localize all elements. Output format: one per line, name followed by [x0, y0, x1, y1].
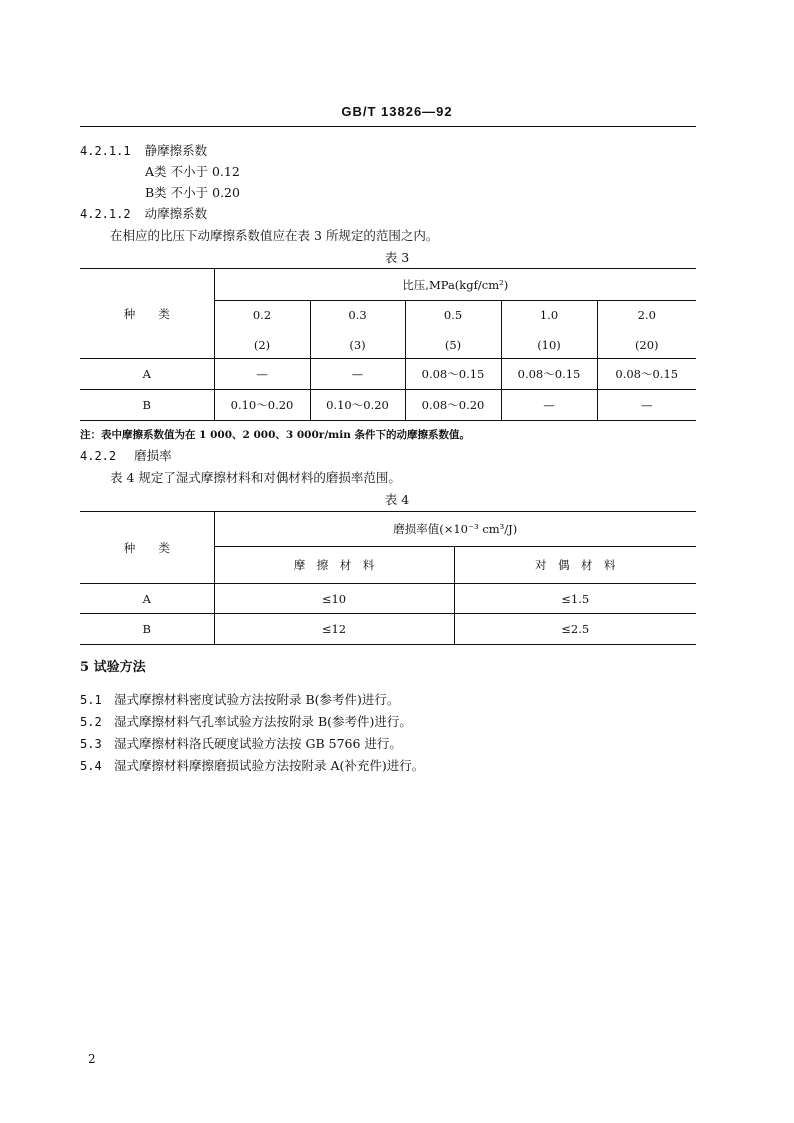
table3-row-header: 种 类 — [80, 269, 214, 359]
column-header: 对 偶 材 料 — [454, 547, 696, 584]
table-cell: ≤10 — [214, 584, 454, 614]
item-number: 5.4 — [80, 759, 102, 773]
section-title: 动摩擦系数 — [144, 206, 208, 221]
row-label: A — [80, 359, 214, 390]
list-item — [80, 692, 399, 708]
row-label: A — [80, 584, 214, 614]
table3-group-header: 比压,MPa(kgf/cm²) — [214, 269, 696, 301]
pressure-col-2: 0.3 (3) — [310, 301, 405, 359]
table-cell: 0.08～0.20 — [405, 390, 501, 421]
pressure-col-4: 1.0 (10) — [501, 301, 597, 359]
table-cell: 0.10～0.20 — [214, 390, 310, 421]
table-row — [80, 359, 696, 390]
section-number: 4.2.1.2 — [80, 207, 131, 221]
table-row — [80, 584, 696, 614]
item-number: 5.2 — [80, 715, 102, 729]
list-item — [80, 714, 412, 730]
document-header: GB/T 13826—92 — [341, 104, 453, 119]
table-cell: ≤12 — [214, 614, 454, 645]
header-rule — [80, 126, 696, 127]
table3-note: 注：表中摩擦系数值为在 1 000、2 000、3 000r/min 条件下的动摩擦系数值。 — [80, 429, 471, 441]
list-item — [80, 758, 424, 774]
row-label: B — [80, 614, 214, 645]
table-cell: 0.08～0.15 — [597, 359, 696, 390]
column-header: 摩 擦 材 料 — [214, 547, 454, 584]
item-text: 湿式摩擦材料洛氏硬度试验方法按 GB 5766 进行。 — [114, 736, 402, 751]
item-text: 湿式摩擦材料气孔率试验方法按附录 B(参考件)进行。 — [114, 714, 412, 729]
item-number: 5.3 — [80, 737, 102, 751]
table3 — [80, 268, 696, 421]
table-cell: — — [214, 359, 310, 390]
table-cell: 0.10～0.20 — [310, 390, 405, 421]
section-422-heading — [80, 448, 172, 464]
table3-header-row — [80, 269, 696, 301]
table4-caption: 表 4 — [384, 492, 410, 507]
item-text: 湿式摩擦材料密度试验方法按附录 B(参考件)进行。 — [114, 692, 400, 707]
table-cell: 0.08～0.15 — [501, 359, 597, 390]
table-cell: — — [501, 390, 597, 421]
section-number: 4.2.2 — [80, 449, 117, 463]
row-label: B — [80, 390, 214, 421]
section-5-heading: 5 试验方法 — [80, 660, 146, 675]
section-title: 静摩擦系数 — [144, 143, 208, 158]
page-number: 2 — [88, 1052, 96, 1066]
section-4212-heading — [80, 206, 207, 222]
section-4211-heading — [80, 143, 207, 159]
item-number: 5.1 — [80, 693, 102, 707]
table-cell: — — [597, 390, 696, 421]
table-row — [80, 390, 696, 421]
pressure-col-5: 2.0 (20) — [597, 301, 696, 359]
table-cell: ≤1.5 — [454, 584, 696, 614]
pressure-col-3: 0.5 (5) — [405, 301, 501, 359]
table4-group-header: 磨损率值(×10⁻³ cm³/J) — [214, 512, 696, 547]
section-4212-text: 在相应的比压下动摩擦系数值应在表 3 所规定的范围之内。 — [110, 228, 439, 243]
table-cell: 0.08～0.15 — [405, 359, 501, 390]
section-number: 4.2.1.1 — [80, 144, 131, 158]
table4 — [80, 511, 696, 645]
table4-header-row — [80, 512, 696, 547]
item-text: 湿式摩擦材料摩擦磨损试验方法按附录 A(补充件)进行。 — [114, 758, 425, 773]
pressure-col-1: 0.2 (2) — [214, 301, 310, 359]
list-item — [80, 736, 402, 752]
table4-row-header: 种 类 — [80, 512, 214, 584]
table-cell: ≤2.5 — [454, 614, 696, 645]
class-a-static: A类 不小于 0.12 — [145, 164, 240, 179]
section-title: 磨损率 — [134, 448, 172, 463]
class-b-static: B类 不小于 0.20 — [145, 185, 240, 200]
table-row — [80, 614, 696, 645]
table-cell: — — [310, 359, 405, 390]
table3-caption: 表 3 — [384, 250, 410, 265]
section-422-text: 表 4 规定了湿式摩擦材料和对偶材料的磨损率范围。 — [110, 470, 401, 485]
